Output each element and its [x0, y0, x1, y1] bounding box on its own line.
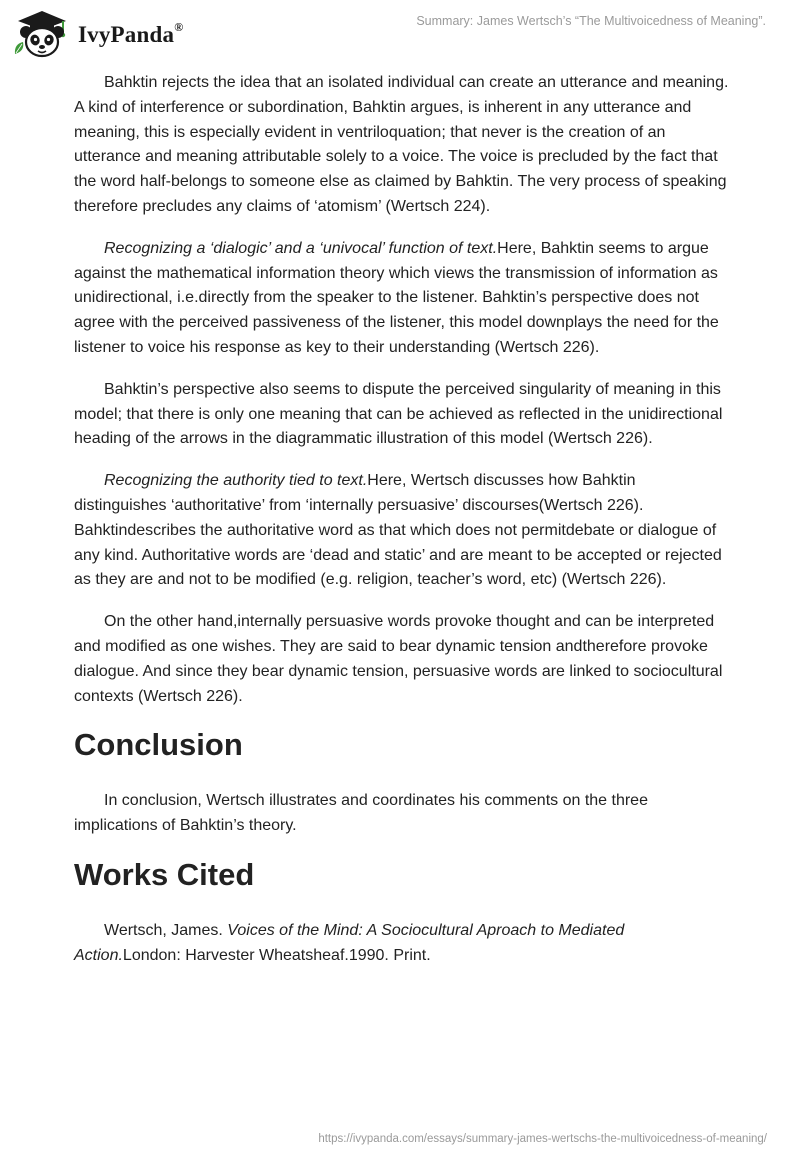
body-paragraph: [74, 237, 730, 361]
conclusion-paragraph: In conclusion, Wertsch illustrates and coordinates his comments on the three implications of Bahktin’s theory.: [74, 792, 648, 835]
body-paragraph: Bahktin’s perspective also seems to dispute the perceived singularity of meaning in this model; that there is only one meaning that can be achieved as reflected in the unidirectional heading of the arrows in the diagrammatic illustration of this model (Wertsch 226).: [74, 380, 723, 448]
citation-title: Voices of the Mind: A Sociocultural Aproach to Mediated Action.: [74, 921, 625, 964]
essay-content: [74, 71, 730, 986]
brand-name-text: IvyPanda: [78, 22, 175, 47]
citation-publication: London: Harvester Wheatsheaf.1990. Print.: [122, 946, 431, 964]
body-paragraph: [74, 469, 730, 593]
ivypanda-logo[interactable]: [12, 8, 212, 60]
body-paragraph: On the other hand,internally persuasive words provoke thought and can be interpreted and modified as one wishes. They are said to bear dynamic tension andtherefore provoke dialogue. And since they bear dynamic tension, persuasive words are linked to sociocultural contexts (Wertsch 226).: [74, 613, 723, 705]
conclusion-heading: Conclusion: [74, 727, 243, 763]
source-url[interactable]: https://ivypanda.com/essays/summary-james-wertschs-the-multivoicedness-of-meaning/: [318, 1133, 767, 1145]
paragraph-text: Here, Bahktin seems to argue against the mathematical information theory which views the transmission of information as unidirectional, i.e.directly from the speaker to the listener. Bahktin’s perspective does not agree with the perceived passiveness of the listener, this model downplays the need for the listener to voice his response as key to their understanding (Wertsch 226).: [74, 239, 719, 356]
works-cited-heading: Works Cited: [74, 856, 255, 892]
brand-name: [78, 22, 183, 48]
panda-graduate-icon: [12, 8, 72, 58]
paragraph-text: Here, Wertsch discusses how Bahktin distinguishes ‘authoritative’ from ‘internally persuasive’ discourses(Wertsch 226). Bahktindescribes the authoritative word as that which does not permitdebate or dialogue of any kind. Authoritative words are ‘dead and static’ and are meant to be accepted or rejected as they are and not to be modified (e.g. religion, teacher’s word, etc) (Wertsch 226).: [74, 472, 722, 589]
page-header: [0, 0, 800, 70]
body-paragraph: Bahktin rejects the idea that an isolated individual can create an utterance and meaning. A kind of interference or subordination, Bahktin argues, is inherent in any utterance and meaning, this is especially evident in ventriloquation; that never is the creation of an utterance and meaning attributable solely to a voice. The voice is precluded by the fact that the word half-belongs to someone else as claimed by Bahktin. The very process of speaking therefore precludes any claims of ‘atomism’ (Wertsch 224).: [74, 74, 729, 215]
subheading-italic: Recognizing a ‘dialogic’ and a ‘univocal’ function of text.: [104, 239, 498, 257]
subheading-italic: Recognizing the authority tied to text.: [104, 472, 368, 490]
citation-author: Wertsch, James.: [104, 921, 228, 939]
citation-entry: [74, 919, 730, 969]
registered-mark: ®: [174, 20, 184, 34]
running-title: Summary: James Wertsch’s “The Multivoicedness of Meaning”.: [416, 14, 766, 28]
